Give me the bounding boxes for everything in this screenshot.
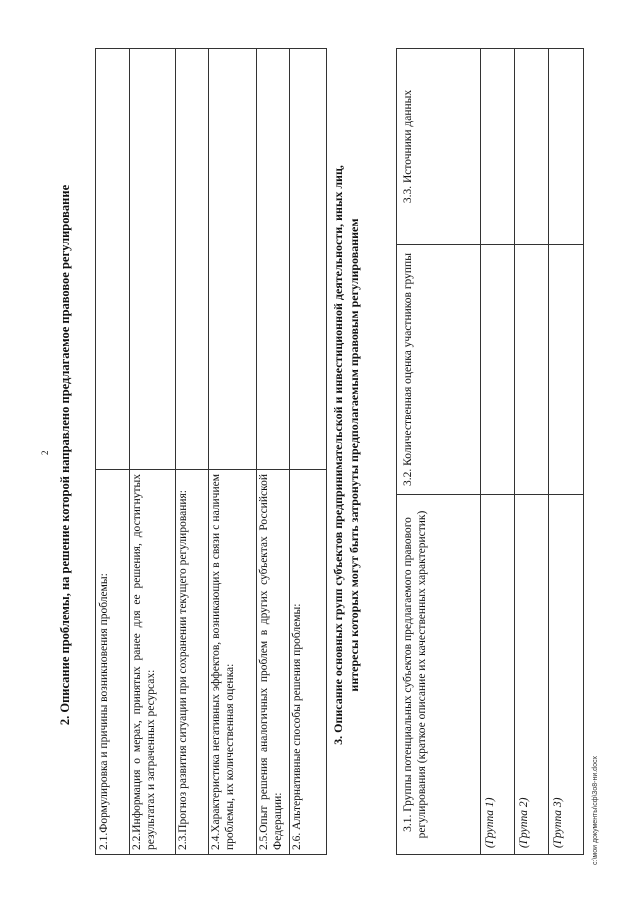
group-3-cell: (Группа 3) bbox=[552, 797, 564, 848]
count-column bbox=[397, 244, 583, 494]
row-value bbox=[96, 49, 129, 469]
row-value bbox=[289, 49, 326, 469]
source-cell bbox=[549, 49, 583, 244]
header-sources: 3.3. Источники данных bbox=[397, 49, 481, 244]
row-value bbox=[208, 49, 256, 469]
group-1-cell: (Группа 1) bbox=[481, 495, 515, 854]
groups-table bbox=[396, 48, 584, 855]
row-label: 2.5.Опыт решения аналогичных проблем в других субъектах Российской Федерации: bbox=[256, 469, 289, 854]
table-row bbox=[129, 49, 176, 854]
row-label: 2.2.Информация о мерах, принятых ранее для ее решения, достигнутых результатах и затраченных ресурсах: bbox=[129, 469, 175, 854]
header-groups: 3.1. Группы потенциальных субъектов предлагаемого правового регулирования (краткое описание их качественных характеристик) bbox=[397, 495, 481, 854]
footer-file-path: c:\мои документы\сф\3о8-ни.docx bbox=[592, 756, 599, 865]
section-3-title-line-2: интересы которых могут быть затронуты предполагаемым правовым регулированием bbox=[347, 218, 361, 692]
section-2-title: 2. Описание проблемы, на решение которой направлено предлагаемое правовое регулирование bbox=[58, 184, 72, 726]
row-value bbox=[175, 49, 208, 469]
page-number: 2 bbox=[40, 450, 50, 455]
table-row bbox=[175, 49, 209, 854]
groups-column bbox=[397, 494, 583, 854]
row-label: 2.3.Прогноз развития ситуации при сохранении текущего регулирования: bbox=[175, 469, 208, 854]
table-row bbox=[208, 49, 257, 854]
source-cell bbox=[481, 49, 515, 244]
section-3-title-line-1: 3. Описание основных групп субъектов предпринимательской и инвестиционной деятельности, иных лиц, bbox=[331, 165, 345, 745]
count-cell bbox=[515, 245, 549, 494]
row-label: 2.1.Формулировка и причины возникновения проблемы: bbox=[96, 469, 129, 854]
header-count: 3.2. Количественная оценка участников группы bbox=[397, 245, 481, 494]
row-label: 2.6. Альтернативные способы решения проблемы: bbox=[289, 469, 326, 854]
table-row bbox=[256, 49, 290, 854]
problem-table bbox=[95, 48, 327, 855]
source-cell bbox=[515, 49, 549, 244]
group-2-cell: (Группа 2) bbox=[515, 495, 549, 854]
count-cell bbox=[481, 245, 515, 494]
table-row bbox=[96, 49, 130, 854]
table-row bbox=[289, 49, 326, 854]
row-value bbox=[129, 49, 175, 469]
row-label: 2.4.Характеристика негативных эффектов, возникающих в связи с наличием проблемы, их количественная оценка: bbox=[208, 469, 256, 854]
count-cell bbox=[549, 245, 583, 494]
section-3-title bbox=[330, 45, 362, 865]
source-column bbox=[397, 49, 583, 244]
row-value bbox=[256, 49, 289, 469]
